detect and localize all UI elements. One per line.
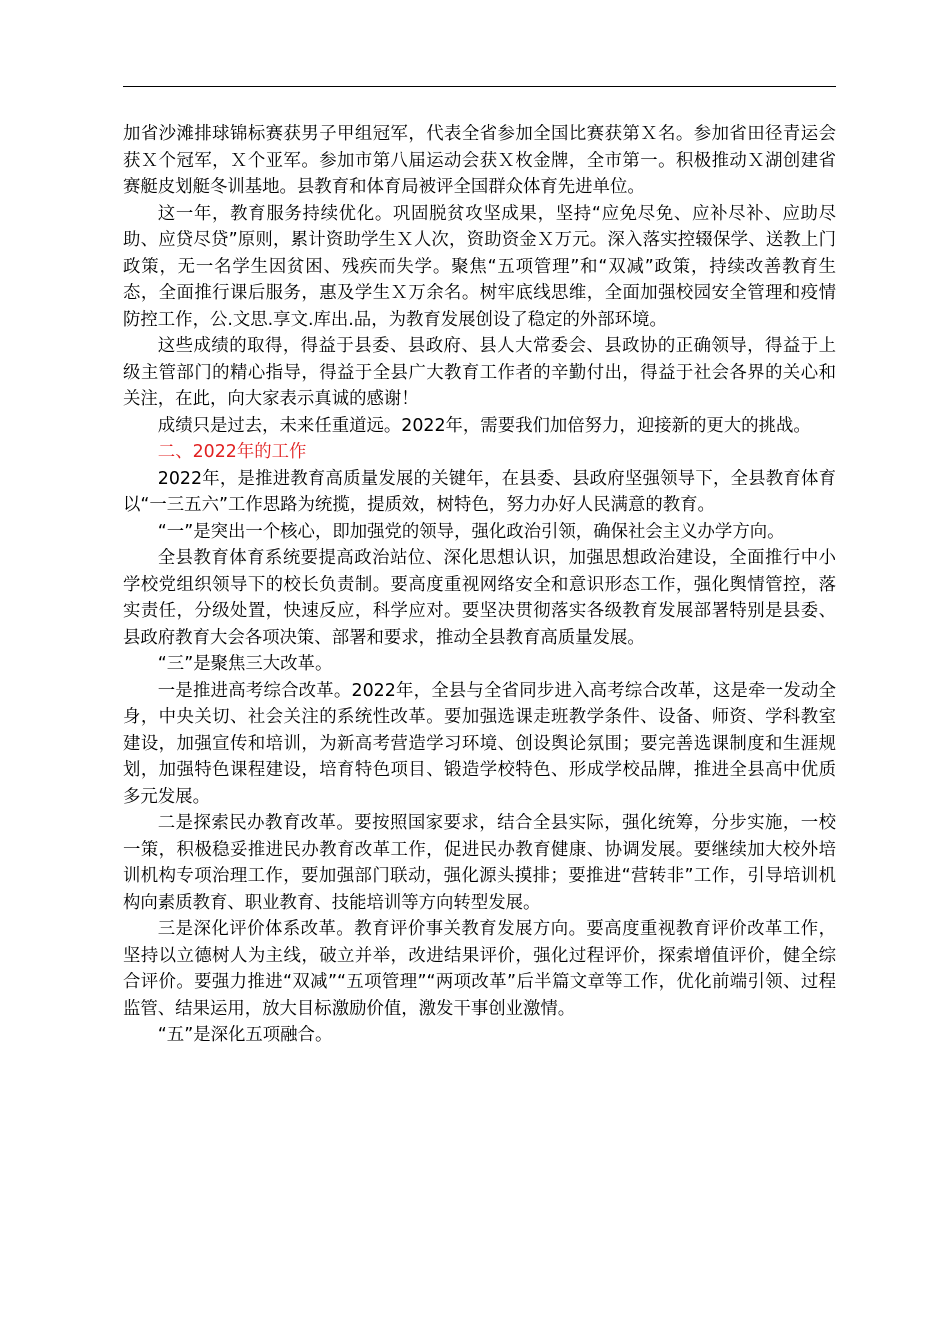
paragraph: “一”是突出一个核心，即加强党的领导，强化政治引领，确保社会主义办学方向。 — [157, 521, 785, 542]
document-body — [123, 121, 836, 1049]
paragraph: 全县教育体育系统要提高政治站位、深化思想认识，加强思想政治建设，全面推行中小学校党组织领导下的校长负责制。要高度重视网络安全和意识形态工作，强化舆情管控，落实责任，分级处置，快速反应，科学应对。要坚决贯彻落实各级教育发展部署特别是县委、县政府教育大会各项决策、部署和要求，推动全县教育高质量发展。 — [123, 548, 836, 648]
section-heading: 二、2022年的工作 — [157, 442, 307, 462]
paragraph: 三是深化评价体系改革。教育评价事关教育发展方向。要高度重视教育评价改革工作，坚持以立德树人为主线，破立并举，改进结果评价，强化过程评价，探索增值评价，健全综合评价。要强力推进“双减”“五项管理”“两项改革”后半篇文章等工作，优化前端引领、过程监管、结果运用，放大目标激励价值，激发干事创业激情。 — [123, 919, 836, 1019]
paragraph: 这一年，教育服务持续优化。巩固脱贫攻坚成果，坚持“应免尽免、应补尽补、应助尽助、应贷尽贷”原则，累计资助学生Ｘ人次，资助资金Ｘ万元。深入落实控辍保学、送教上门政策，无一名学生因贫困、残疾而失学。聚焦“五项管理”和“双减”政策，持续改善教育生态，全面推行课后服务，惠及学生Ｘ万余名。树牢底线思维，全面加强校园安全管理和疫情防控工作，公.文思.享文.库出.品，为教育发展创设了稳定的外部环境。 — [123, 203, 836, 330]
paragraph: 这些成绩的取得，得益于县委、县政府、县人大常委会、县政协的正确领导，得益于上级主管部门的精心指导，得益于全县广大教育工作者的辛勤付出，得益于社会各界的关心和关注，在此，向大家表示真诚的感谢！ — [123, 336, 836, 409]
paragraph: 一是推进高考综合改革。2022年，全县与全省同步进入高考综合改革，这是牵一发动全身，中央关切、社会关注的系统性改革。要加强选课走班教学条件、设备、师资、学科教室建设，加强宣传和培训，为新高考营造学习环境、创设舆论氛围；要完善选课制度和生涯规划，加强特色课程建设，培育特色项目、锻造学校特色、形成学校品牌，推进全县高中优质多元发展。 — [123, 680, 836, 807]
paragraph: 2022年，是推进教育高质量发展的关键年，在县委、县政府坚强领导下，全县教育体育以“一三五六”工作思路为统揽，提质效，树特色，努力办好人民满意的教育。 — [123, 468, 836, 515]
paragraph: 成绩只是过去，未来任重道远。2022年，需要我们加倍努力，迎接新的更大的挑战。 — [157, 415, 811, 436]
paragraph: 二是探索民办教育改革。要按照国家要求，结合全县实际，强化统筹，分步实施，一校一策，积极稳妥推进民办教育改革工作，促进民办教育健康、协调发展。要继续加大校外培训机构专项治理工作，要加强部门联动，强化源头摸排；要推进“营转非”工作，引导培训机构向素质教育、职业教育、技能培训等方向转型发展。 — [123, 813, 836, 913]
paragraph-continuation: 加省沙滩排球锦标赛获男子甲组冠军，代表全省参加全国比赛获第Ｘ名。参加省田径青运会获Ｘ个冠军，Ｘ个亚军。参加市第八届运动会获Ｘ枚金牌，全市第一。积极推动Ｘ湖创建省赛艇皮划艇冬训基地。县教育和体育局被评全国群众体育先进单位。 — [123, 124, 836, 197]
header-rule — [123, 86, 836, 87]
paragraph: “三”是聚焦三大改革。 — [157, 654, 333, 674]
paragraph: “五”是深化五项融合。 — [157, 1025, 333, 1045]
